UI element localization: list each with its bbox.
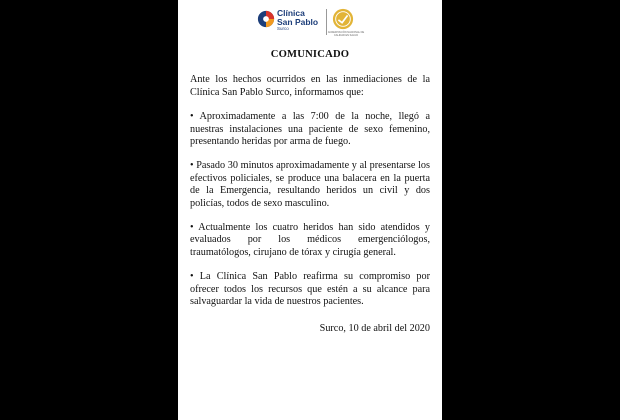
bullet-item: • La Clínica San Pablo reafirma su compromiso por ofrecer todos los recursos que estén a su alcance para salvaguardar la vida de nuestros pacientes. [190, 271, 430, 308]
bullet-item: • Aproximadamente a las 7:00 de la noche, llegó a nuestras instalaciones una paciente de sexo femenino, presentando heridas por arma de fuego. [190, 111, 430, 148]
bullet-item: • Pasado 30 minutos aproximadamente y al presentarse los efectivos policiales, se produce una balacera en la puerta de la Emergencia, resultando heridos un civil y dos policías, todos de sexo masculino. [190, 160, 430, 209]
seal-caption: ACREDITACIÓN NACIONAL DE CALIDAD EN SALUD [327, 31, 365, 37]
brand-line-1: Clínica [277, 8, 305, 18]
communique-body [190, 49, 430, 335]
clinic-brand-name [277, 9, 318, 32]
letterhead [178, 6, 442, 40]
document-page [178, 0, 442, 420]
brand-line-2: San Pablo [277, 16, 319, 27]
signoff-date: Surco, 10 de abril del 2020 [319, 322, 430, 334]
clinic-logo-icon [257, 10, 275, 28]
intro-paragraph: Ante los hechos ocurridos en las inmediaciones de la Clínica San Pablo Surco, informamos que: [190, 74, 430, 98]
bullet-item: • Actualmente los cuatro heridos han sido atendidos y evaluados por los médicos emergenciólogos, traumatólogos, cirujano de tórax y cirugía general. [190, 222, 430, 258]
page-title: COMUNICADO [270, 49, 350, 60]
accreditation-seal-icon [332, 8, 354, 30]
brand-line-3: Surco [277, 26, 289, 31]
